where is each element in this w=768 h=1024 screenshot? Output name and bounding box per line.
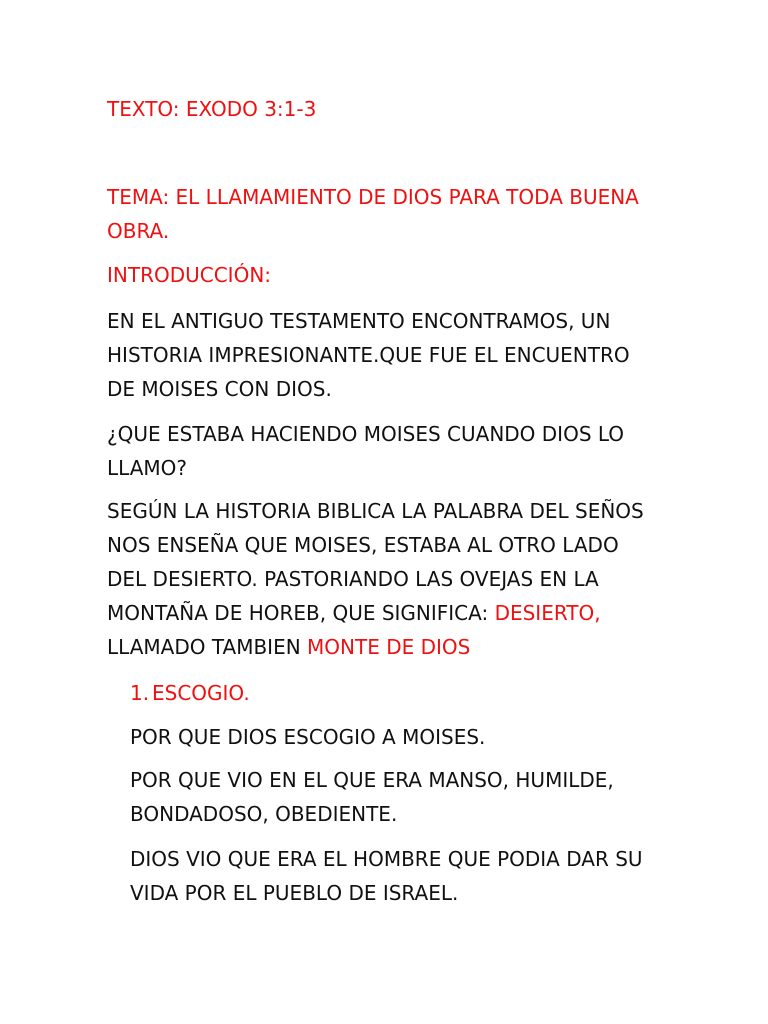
monte-de-dios-highlight: MONTE DE DIOS (307, 635, 471, 659)
qualities-paragraph: POR QUE VIO EN EL QUE ERA MANSO, HUMILDE, BONDADOSO, OBEDIENTE. (130, 768, 614, 826)
desierto-highlight: DESIERTO, (494, 601, 601, 625)
introduction-heading: INTRODUCCIÓN: (107, 263, 272, 287)
list-item-escogio (130, 676, 250, 710)
list-number: 1. (130, 681, 150, 705)
sacrifice-paragraph: DIOS VIO QUE ERA EL HOMBRE QUE PODIA DAR SU VIDA POR EL PUEBLO DE ISRAEL. (130, 847, 643, 905)
question-paragraph: ¿QUE ESTABA HACIENDO MOISES CUANDO DIOS LO LLAMO? (107, 422, 625, 480)
scripture-reference: TEXTO: EXODO 3:1-3 (107, 97, 317, 121)
list-item-label: ESCOGIO. (152, 681, 250, 705)
history-text-part2: LLAMADO TAMBIEN (107, 635, 301, 659)
why-chose-paragraph: POR QUE DIOS ESCOGIO A MOISES. (130, 725, 486, 749)
history-paragraph (107, 494, 644, 664)
history-text-part1: SEGÚN LA HISTORIA BIBLICA LA PALABRA DEL SEÑOS NOS ENSEÑA QUE MOISES, ESTABA AL OTRO LADO DEL DESIERTO. PASTORIANDO LAS OVEJAS EN LA MONTAÑA DE HOREB, QUE SIGNIFICA: (107, 499, 644, 625)
theme-heading: TEMA: EL LLAMAMIENTO DE DIOS PARA TODA BUENA OBRA. (107, 185, 639, 243)
intro-paragraph: EN EL ANTIGUO TESTAMENTO ENCONTRAMOS, UN HISTORIA IMPRESIONANTE.QUE FUE EL ENCUENTRO DE MOISES CON DIOS. (107, 309, 630, 401)
